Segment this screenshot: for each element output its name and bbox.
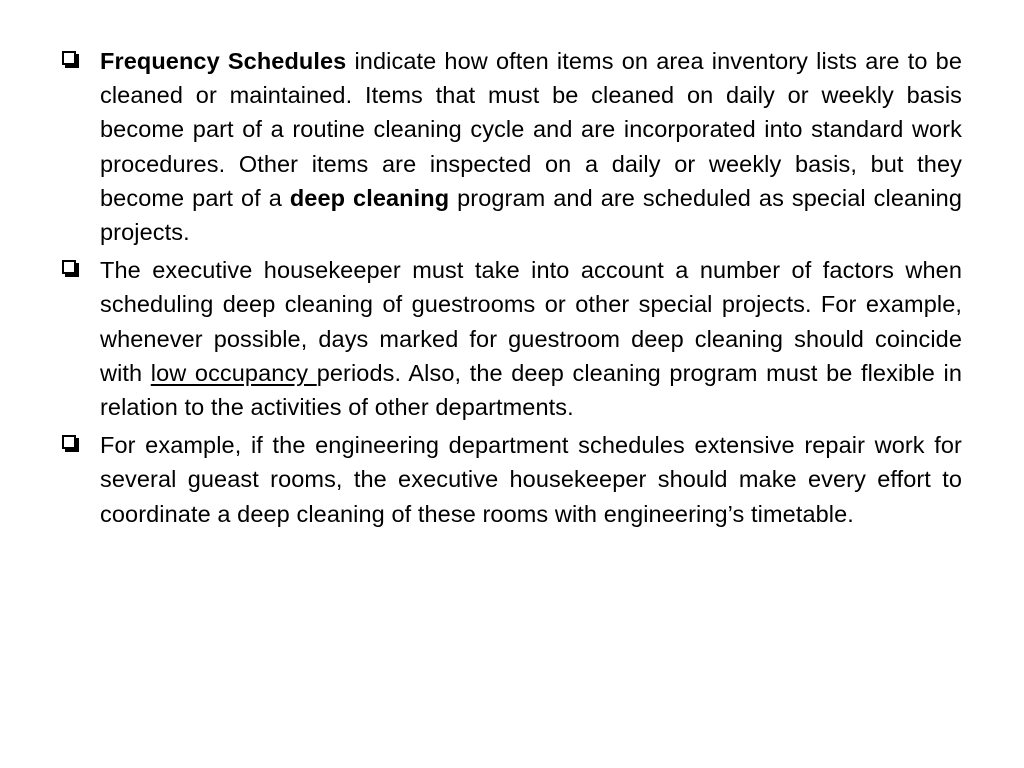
text-run: periods. Also, the deep cleaning program must be flexible in relation to the activities of other departments. [100,359,962,421]
bold-term: Frequency Schedules [100,48,347,74]
underlined-term: low occupancy [150,359,317,386]
bullet-item-engineering-example [62,428,962,531]
text-run: For example, if the engineering department schedules extensive repair work for several gueast rooms, the executive housekeeper should make every effort to coordinate a deep cleaning of these rooms with engineering’s timetable. [100,432,962,527]
checkbox-square-icon [62,51,76,65]
bold-term: deep cleaning [289,184,450,211]
bullet-text [100,253,962,424]
bullet-item-scheduling-factors [62,253,962,424]
bullet-text [100,428,962,531]
bullet-text [100,44,962,249]
text-run: program and are scheduled as special cleaning projects. [100,184,962,246]
bullet-list [62,44,962,535]
checkbox-square-icon [62,260,76,274]
text-run: indicate how often items on area inventory lists are to be cleaned or maintained. Items that must be cleaned on daily or weekly basis become part of a routine cleaning cycle and are incorporated into standard work procedures. Other items are inspected on a daily or weekly basis, but they become part of a [100,48,962,211]
text-run: The executive housekeeper must take into account a number of factors when scheduling deep cleaning of guestrooms or other special projects. For example, whenever possible, days marked for guestroom deep cleaning should coincide with [100,257,962,386]
bullet-item-frequency-schedules [62,44,962,249]
checkbox-square-icon [62,435,76,449]
